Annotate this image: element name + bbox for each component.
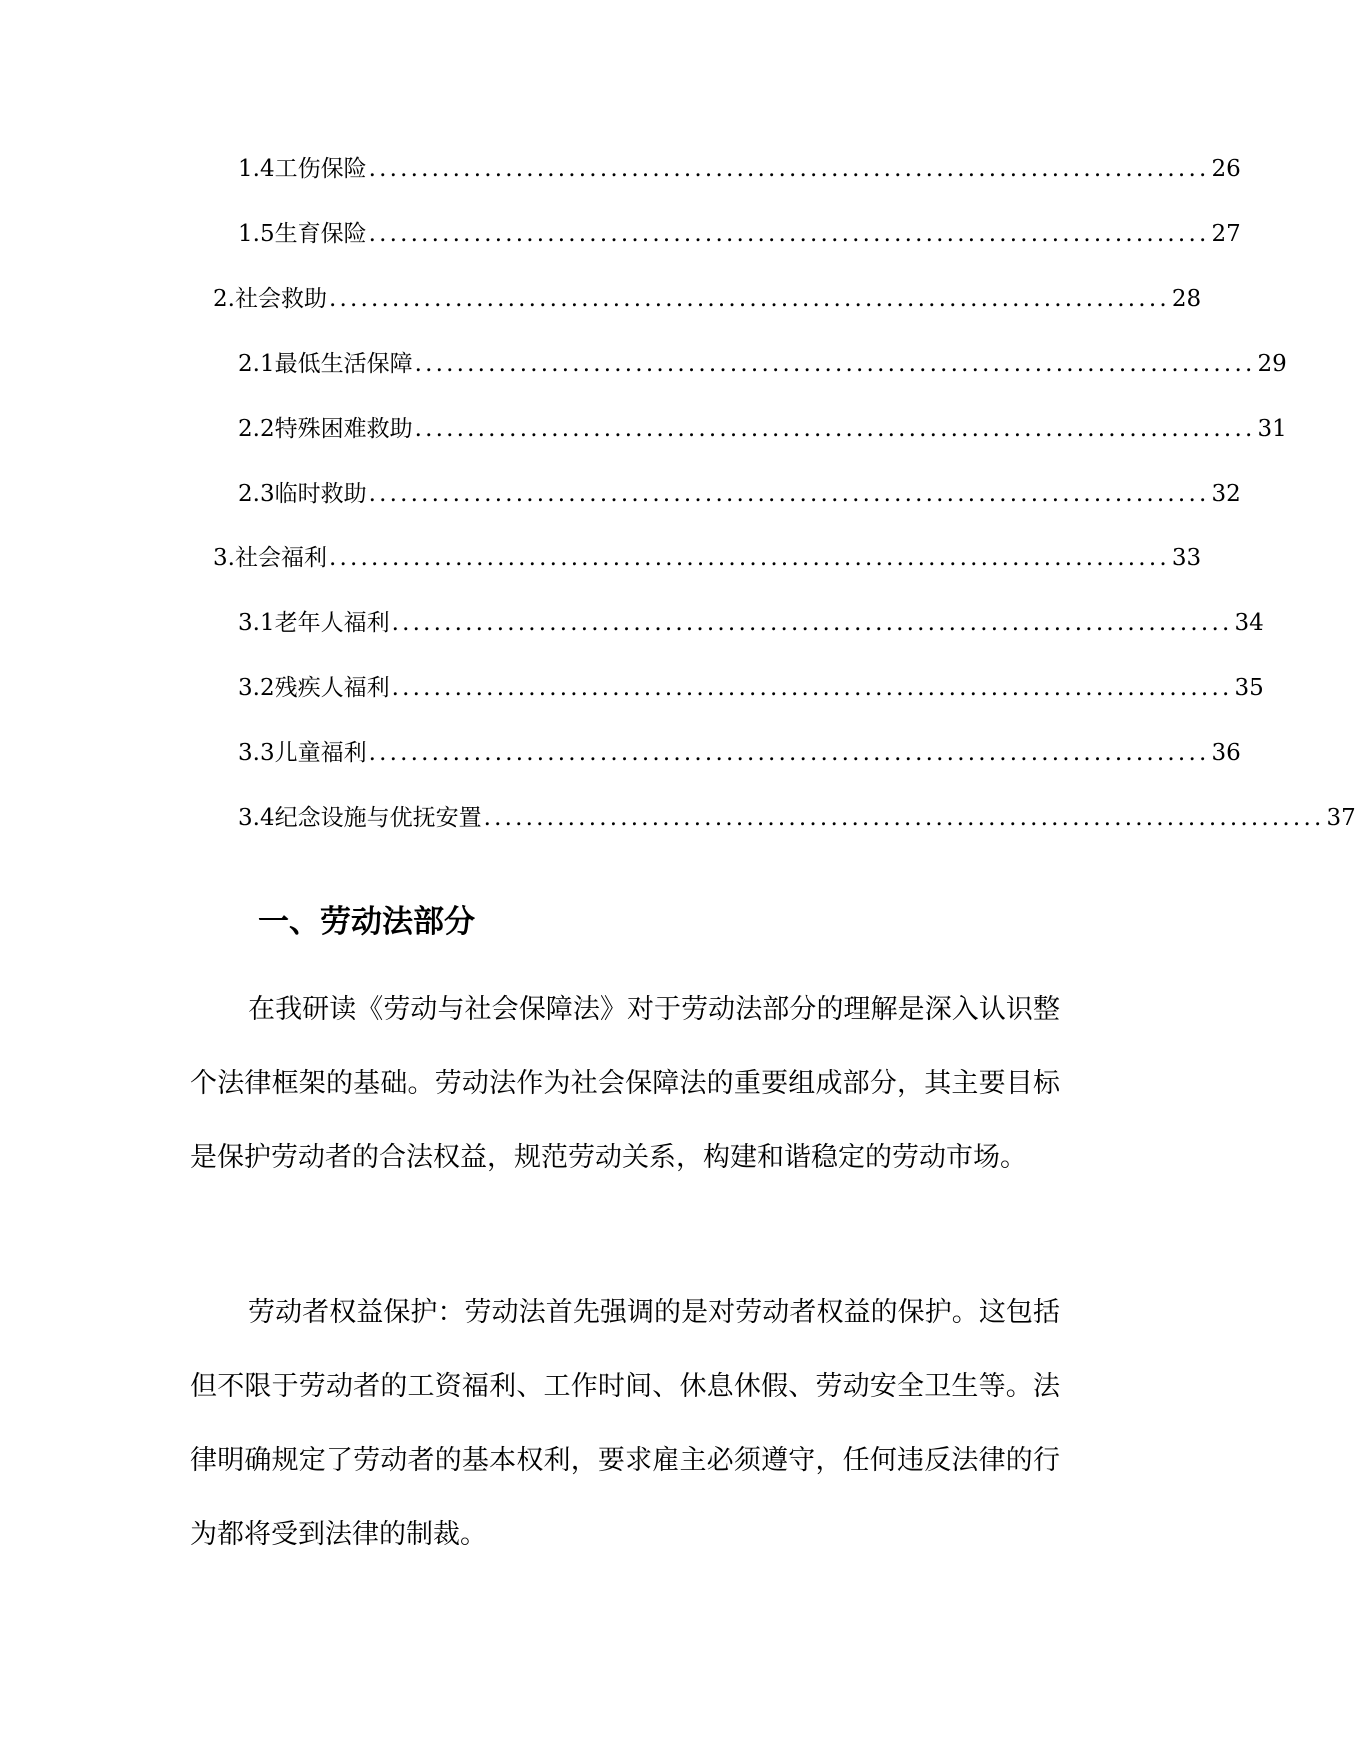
toc-entry-number: 3.1 (238, 610, 275, 636)
toc-entry-page: 29 (1257, 351, 1287, 377)
toc-leader-dots: ................................................................................ (328, 545, 1170, 571)
toc-entry-number: 3.2 (238, 675, 275, 701)
toc-entry-number: 1.5 (238, 221, 275, 247)
toc-entry-title: 最低生活保障 (274, 351, 413, 377)
toc-entry-number: 2. (213, 286, 235, 312)
toc-leader-dots: ................................................................................ (414, 416, 1256, 442)
toc-leader-dots: ................................................................................ (483, 805, 1325, 831)
toc-entry-title: 特殊困难救助 (274, 416, 413, 442)
toc-entry[interactable] (238, 608, 1264, 638)
toc-entry[interactable] (238, 414, 1287, 444)
toc-entry-title: 纪念设施与优抚安置 (274, 805, 482, 831)
toc-leader-dots: ................................................................................ (391, 675, 1233, 701)
toc-leader-dots: ................................................................................ (368, 156, 1210, 182)
toc-entry[interactable] (238, 219, 1241, 249)
toc-entry[interactable] (238, 479, 1241, 509)
toc-entry[interactable] (238, 738, 1241, 768)
toc-entry-page: 36 (1211, 740, 1241, 766)
toc-entry-title: 儿童福利 (274, 740, 367, 766)
toc-entry-page: 37 (1326, 805, 1356, 831)
toc-leader-dots: ................................................................................ (368, 481, 1210, 507)
toc-entry-page: 34 (1234, 610, 1264, 636)
toc-leader-dots: ................................................................................ (391, 610, 1233, 636)
toc-leader-dots: ................................................................................ (368, 740, 1210, 766)
toc-entry[interactable] (238, 803, 1356, 833)
toc-entry-title: 社会救助 (234, 286, 327, 312)
toc-entry-page: 32 (1211, 481, 1241, 507)
toc-entry[interactable] (213, 284, 1202, 314)
toc-entry[interactable] (238, 154, 1241, 184)
toc-entry-title: 残疾人福利 (274, 675, 390, 701)
toc-entry-title: 生育保险 (274, 221, 367, 247)
toc-entry-page: 35 (1234, 675, 1264, 701)
toc-entry[interactable] (238, 349, 1287, 379)
toc-entry-title: 临时救助 (274, 481, 367, 507)
toc-entry-page: 31 (1257, 416, 1287, 442)
toc-entry-number: 3.4 (238, 805, 275, 831)
toc-entry-page: 28 (1171, 286, 1202, 312)
toc-entry-title: 社会福利 (234, 545, 327, 571)
body-paragraph: 在我研读《劳动与社会保障法》对于劳动法部分的理解是深入认识整个法律框架的基础。劳动法作为社会保障法的重要组成部分，其主要目标是保护劳动者的合法权益，规范劳动关系，构建和谐稳定的劳动市场。 (190, 994, 1060, 1173)
section-heading: 一、劳动法部分 (258, 904, 475, 940)
toc-entry-title: 老年人福利 (274, 610, 390, 636)
toc-entry-number: 3. (213, 545, 235, 571)
toc-entry-number: 2.1 (238, 351, 275, 377)
toc-leader-dots: ................................................................................ (368, 221, 1210, 247)
toc-entry-title: 工伤保险 (274, 156, 367, 182)
toc-entry-number: 3.3 (238, 740, 275, 766)
toc-leader-dots: ................................................................................ (414, 351, 1256, 377)
toc-entry[interactable] (213, 543, 1202, 573)
toc-entry-page: 27 (1211, 221, 1241, 247)
toc-entry-number: 2.2 (238, 416, 275, 442)
toc-entry[interactable] (238, 673, 1264, 703)
body-paragraph: 劳动者权益保护：劳动法首先强调的是对劳动者权益的保护。这包括但不限于劳动者的工资福利、工作时间、休息休假、劳动安全卫生等。法律明确规定了劳动者的基本权利，要求雇主必须遵守，任何违反法律的行为都将受到法律的制裁。 (190, 1297, 1060, 1550)
toc-entry-number: 1.4 (238, 156, 275, 182)
toc-entry-page: 26 (1211, 156, 1241, 182)
toc-entry-page: 33 (1171, 545, 1202, 571)
toc-entry-number: 2.3 (238, 481, 275, 507)
toc-leader-dots: ................................................................................ (328, 286, 1170, 312)
